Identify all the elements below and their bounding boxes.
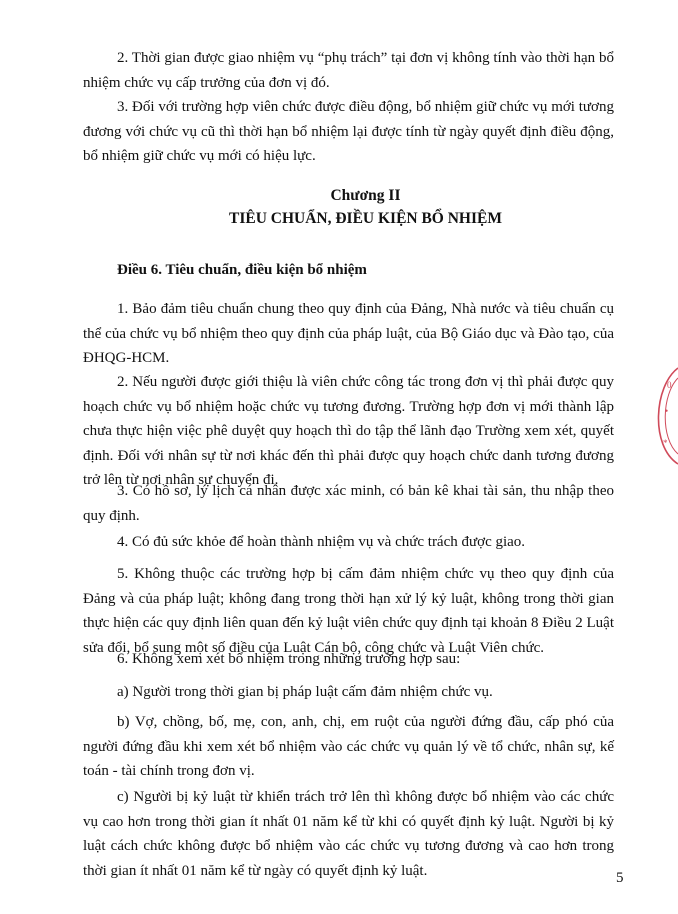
paragraph-clause-5: 5. Không thuộc các trường hợp bị cấm đảm nhiệm chức vụ theo quy định của Đảng và của pháp luật; không đang trong thời hạn xử lý kỷ luật, không trong thời gian thực hiện các quy định liên quan đến kỷ luật viên chức quy định tại khoản 8 Điều 2 Luật sửa đổi, bổ sung một số điều của Luật Cán bộ, công chức và Luật Viên chức. bbox=[83, 566, 614, 656]
paragraph-clause-4: 4. Có đủ sức khỏe để hoàn thành nhiệm vụ và chức trách được giao. bbox=[117, 534, 526, 550]
paragraph-clause-6a: a) Người trong thời gian bị pháp luật cấm đảm nhiệm chức vụ. bbox=[117, 684, 493, 700]
paragraph-clause-6c: c) Người bị kỷ luật từ khiển trách trở lên thì không được bổ nhiệm vào các chức vụ cao hơn trong thời gian ít nhất 01 năm kể từ khi có quyết định kỷ luật. Người bị kỷ luật cách chức không được bổ nhiệm vào các chức vụ tương đương và cao hơn trong thời gian ít nhất 01 năm kể từ ngày có quyết định kỷ luật. bbox=[83, 789, 614, 879]
svg-text:0: 0 bbox=[667, 380, 672, 390]
svg-text:*: * bbox=[663, 438, 668, 448]
chapter-number: Chương II bbox=[330, 187, 401, 204]
page-number: 5 bbox=[616, 870, 624, 886]
paragraph-clause-6: 6. Không xem xét bổ nhiệm trong những trường hợp sau: bbox=[117, 651, 461, 667]
paragraph-article5-clause2: 2. Thời gian được giao nhiệm vụ “phụ trách” tại đơn vị không tính vào thời hạn bổ nhiệm chức vụ cấp trưởng của đơn vị đó. bbox=[83, 50, 614, 91]
paragraph-clause-2: 2. Nếu người được giới thiệu là viên chức công tác trong đơn vị thì phải được quy hoạch chức vụ bổ nhiệm hoặc chức vụ tương đương. Trường hợp đơn vị mới thành lập chưa thực hiện việc phê duyệt quy hoạch thì do tập thể lãnh đạo Trường xem xét, quyết định. Đối với nhân sự từ nơi khác đến thì phải được quy hoạch chức danh tương đương trở lên từ nơi nhân sự chuyển đi. bbox=[83, 374, 614, 488]
red-stamp-edge bbox=[648, 366, 678, 466]
paragraph-article5-clause3: 3. Đối với trường hợp viên chức được điều động, bổ nhiệm giữ chức vụ mới tương đương với chức vụ cũ thì thời hạn bổ nhiệm lại được tính từ ngày quyết định điều động, bổ nhiệm giữ chức vụ mới có hiệu lực. bbox=[83, 99, 614, 164]
paragraph-clause-6b: b) Vợ, chồng, bố, mẹ, con, anh, chị, em ruột của người đứng đầu, cấp phó của người đứng đầu khi xem xét bổ nhiệm vào các chức vụ quản lý về tổ chức, nhân sự, kế toán - tài chính trong đơn vị. bbox=[83, 714, 614, 779]
svg-text:•: • bbox=[665, 406, 669, 416]
paragraph-clause-1: 1. Bảo đảm tiêu chuẩn chung theo quy định của Đảng, Nhà nước và tiêu chuẩn cụ thể của chức vụ bổ nhiệm theo quy định của pháp luật, của Bộ Giáo dục và Đào tạo, của ĐHQG-HCM. bbox=[83, 301, 614, 366]
paragraph-clause-3: 3. Có hồ sơ, lý lịch cá nhân được xác minh, có bản kê khai tài sản, thu nhập theo quy định. bbox=[83, 483, 614, 524]
article-heading: Điều 6. Tiêu chuẩn, điều kiện bổ nhiệm bbox=[117, 262, 367, 278]
chapter-title: TIÊU CHUẨN, ĐIỀU KIỆN BỔ NHIỆM bbox=[228, 210, 502, 227]
